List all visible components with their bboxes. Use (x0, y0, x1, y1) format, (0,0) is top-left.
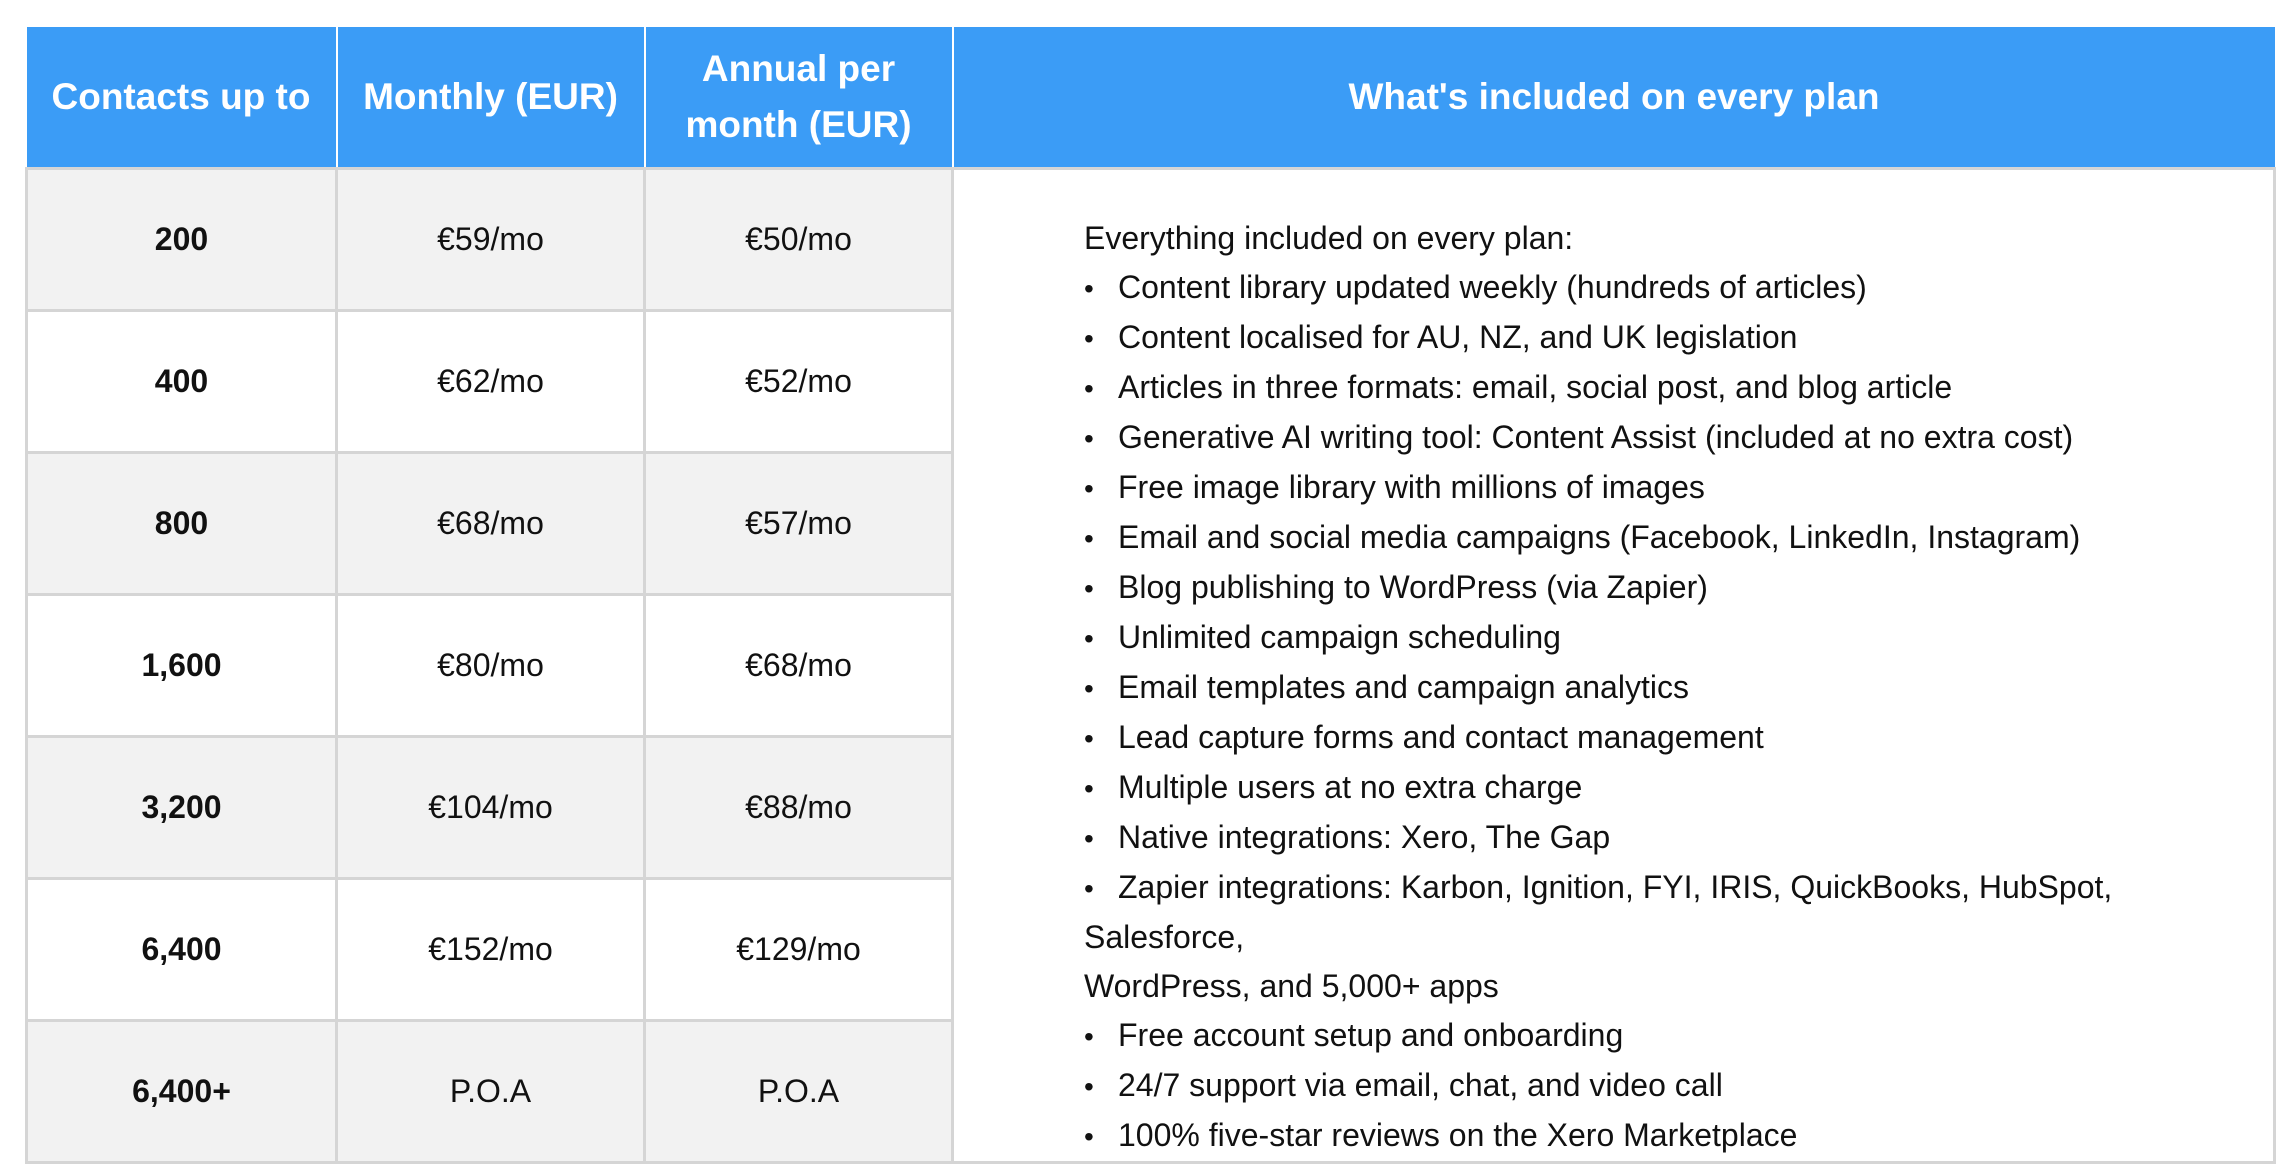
bullet-icon: • (1084, 723, 1094, 754)
feature-item (1084, 363, 2243, 413)
feature-text: Native integrations: Xero, The Gap (1118, 819, 1611, 855)
annual-price-cell: €57/mo (645, 453, 953, 595)
header-contacts: Contacts up to (27, 27, 337, 169)
feature-text: Free account setup and onboarding (1118, 1017, 1624, 1053)
contacts-cell: 400 (27, 311, 337, 453)
monthly-price-cell: €104/mo (337, 737, 645, 879)
bullet-icon: • (1084, 1121, 1094, 1152)
bullet-icon: • (1084, 573, 1094, 604)
feature-text: Content localised for AU, NZ, and UK legislation (1118, 319, 1798, 355)
annual-price-cell: €52/mo (645, 311, 953, 453)
features-list (1084, 263, 2243, 1161)
feature-text: Email templates and campaign analytics (1118, 669, 1689, 705)
header-included: What's included on every plan (953, 27, 2275, 169)
monthly-price-cell: P.O.A (337, 1021, 645, 1163)
monthly-price-cell: €59/mo (337, 169, 645, 311)
feature-text: Free image library with millions of images (1118, 469, 1705, 505)
annual-price-cell: €68/mo (645, 595, 953, 737)
feature-item (1084, 263, 2243, 313)
bullet-icon: • (1084, 323, 1094, 354)
header-annual-line-2: month (EUR) (685, 104, 912, 145)
feature-text: Unlimited campaign scheduling (1118, 619, 1561, 655)
header-annual (645, 27, 953, 169)
bullet-icon: • (1084, 773, 1094, 804)
monthly-price-cell: €80/mo (337, 595, 645, 737)
bullet-icon: • (1084, 423, 1094, 454)
bullet-icon: • (1084, 623, 1094, 654)
feature-text: Zapier integrations: Karbon, Ignition, FYI, IRIS, QuickBooks, HubSpot, Salesforce, (1084, 869, 2113, 955)
monthly-price-cell: €152/mo (337, 879, 645, 1021)
header-row (27, 27, 2275, 169)
feature-text: WordPress, and 5,000+ apps (1084, 968, 1499, 1004)
feature-item (1084, 713, 2243, 763)
bullet-icon: • (1084, 523, 1094, 554)
bullet-icon: • (1084, 873, 1094, 904)
pricing-table (25, 27, 2276, 1164)
monthly-price-cell: €62/mo (337, 311, 645, 453)
features-intro: Everything included on every plan: (1084, 220, 1574, 256)
bullet-icon: • (1084, 373, 1094, 404)
contacts-cell: 6,400 (27, 879, 337, 1021)
bullet-icon: • (1084, 273, 1094, 304)
bullet-icon: • (1084, 473, 1094, 504)
feature-item (1084, 813, 2243, 863)
header-annual-line-1: Annual per (701, 48, 896, 89)
feature-item (1084, 863, 2243, 962)
contacts-cell: 1,600 (27, 595, 337, 737)
feature-item (1084, 413, 2243, 463)
feature-item (1084, 513, 2243, 563)
contacts-cell: 800 (27, 453, 337, 595)
bullet-icon: • (1084, 1021, 1094, 1052)
feature-text: Lead capture forms and contact management (1118, 719, 1764, 755)
feature-item (1084, 763, 2243, 813)
feature-item (1084, 313, 2243, 363)
contacts-cell: 6,400+ (27, 1021, 337, 1163)
feature-text: 24/7 support via email, chat, and video call (1118, 1067, 1723, 1103)
annual-price-cell: P.O.A (645, 1021, 953, 1163)
annual-price-cell: €50/mo (645, 169, 953, 311)
annual-price-cell: €129/mo (645, 879, 953, 1021)
feature-text: Articles in three formats: email, social post, and blog article (1118, 369, 1953, 405)
contacts-cell: 200 (27, 169, 337, 311)
header-monthly: Monthly (EUR) (337, 27, 645, 169)
bullet-icon: • (1084, 1071, 1094, 1102)
bullet-icon: • (1084, 823, 1094, 854)
bullet-icon: • (1084, 673, 1094, 704)
feature-item (1084, 1061, 2243, 1111)
annual-price-cell: €88/mo (645, 737, 953, 879)
features-cell (953, 169, 2275, 1163)
feature-text: Blog publishing to WordPress (via Zapier) (1118, 569, 1708, 605)
feature-text: Generative AI writing tool: Content Assist (included at no extra cost) (1118, 419, 2074, 455)
feature-item (1084, 463, 2243, 513)
feature-text: Multiple users at no extra charge (1118, 769, 1583, 805)
table-row (27, 169, 2275, 311)
feature-item (1084, 663, 2243, 713)
feature-item (1084, 563, 2243, 613)
contacts-cell: 3,200 (27, 737, 337, 879)
feature-item-continuation (1084, 962, 2243, 1011)
feature-item (1084, 1011, 2243, 1061)
monthly-price-cell: €68/mo (337, 453, 645, 595)
feature-item (1084, 613, 2243, 663)
feature-text: Email and social media campaigns (Facebook, LinkedIn, Instagram) (1118, 519, 2081, 555)
feature-text: Content library updated weekly (hundreds of articles) (1118, 269, 1867, 305)
feature-text: 100% five-star reviews on the Xero Marketplace (1118, 1117, 1798, 1153)
